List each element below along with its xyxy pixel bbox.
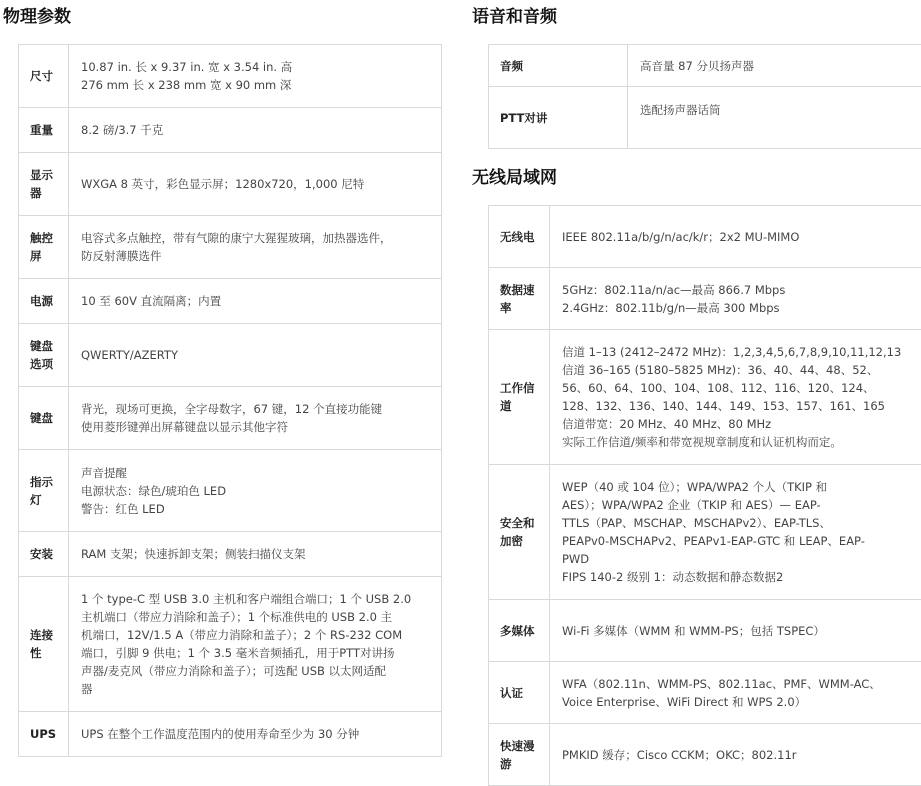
wlan-spec-value-line: WFA（802.11n、WMM-PS、802.11ac、PMF、WMM-AC、 [562,675,920,693]
physical-spec-value [69,45,442,108]
wlan-spec-row [489,724,921,786]
physical-spec-value [69,153,442,216]
wlan-spec-value [550,600,921,662]
physical-spec-value [69,387,442,450]
wlan-spec-label: 安全和加密 [489,465,550,600]
audio-spec-table [488,44,921,149]
wlan-spec-row [489,662,921,724]
physical-spec-value-line: 10 至 60V 直流隔离；内置 [81,292,433,310]
audio-spec-value [628,45,921,87]
physical-spec-value-line: RAM 支架；快速拆卸支架；侧装扫描仪支架 [81,545,433,563]
wlan-spec-label: 多媒体 [489,600,550,662]
physical-spec-row [19,712,442,757]
physical-spec-value-line: 背光，现场可更换，全字母数字，67 键，12 个直接功能键 [81,400,433,418]
wlan-spec-value-line: PEAPv0-MSCHAPv2、PEAPv1-EAP-GTC 和 LEAP、EAP- [562,532,920,550]
physical-spec-value-line: 声器/麦克风（带应力消除和盖子）；可选配 USB 以太网适配 [81,662,433,680]
wlan-spec-value [550,724,921,786]
physical-spec-row [19,324,442,387]
wlan-spec-row [489,465,921,600]
physical-spec-row [19,450,442,532]
wlan-spec-row [489,600,921,662]
physical-spec-value-line: 警告：红色 LED [81,500,433,518]
physical-spec-label: 触控屏 [19,216,69,279]
wlan-spec-row [489,206,921,268]
physical-spec-row [19,577,442,712]
wlan-spec-value-line: AES）；WPA/WPA2 企业（TKIP 和 AES）— EAP- [562,496,920,514]
physical-spec-row [19,45,442,108]
wlan-spec-value-line: PMKID 缓存；Cisco CCKM；OKC；802.11r [562,746,920,764]
wlan-spec-label: 工作信道 [489,330,550,465]
physical-spec-label: 重量 [19,108,69,153]
wlan-spec-value [550,268,921,330]
physical-spec-row [19,153,442,216]
physical-spec-value-line: 使用菱形键弹出屏幕键盘以显示其他字符 [81,418,433,436]
wlan-spec-value-line: TTLS（PAP、MSCHAP、MSCHAPv2）、EAP-TLS、 [562,514,920,532]
physical-spec-value-line: 端口，引脚 9 供电；1 个 3.5 毫米音频插孔，用于PTT对讲扬 [81,644,433,662]
audio-section-title: 语音和音频 [472,2,921,32]
physical-spec-value-line: 声音提醒 [81,464,433,482]
wlan-spec-value-line: FIPS 140-2 级别 1：动态数据和静态数据2 [562,568,920,586]
physical-spec-label: 安装 [19,532,69,577]
physical-spec-value-line: 10.87 in. 长 x 9.37 in. 宽 x 3.54 in. 高 [81,58,433,76]
wlan-spec-row [489,268,921,330]
wlan-spec-value-line: 信道带宽：20 MHz、40 MHz、80 MHz [562,415,920,433]
physical-spec-value [69,216,442,279]
physical-spec-label: 电源 [19,279,69,324]
audio-spec-label: 音频 [489,45,628,87]
physical-spec-row [19,387,442,450]
physical-spec-value-line: QWERTY/AZERTY [81,346,433,364]
physical-spec-label: 连接性 [19,577,69,712]
physical-spec-row [19,108,442,153]
physical-section [0,0,445,757]
physical-spec-value [69,577,442,712]
audio-spec-row [489,87,921,149]
wlan-spec-row [489,330,921,465]
physical-spec-value-line: 8.2 磅/3.7 千克 [81,121,433,139]
physical-spec-label: 键盘 [19,387,69,450]
wlan-spec-value [550,465,921,600]
physical-spec-value [69,108,442,153]
physical-spec-value-line: 主机端口（带应力消除和盖子）；1 个标准供电的 USB 2.0 主 [81,608,433,626]
wlan-spec-label: 快速漫游 [489,724,550,786]
wlan-spec-label: 数据速率 [489,268,550,330]
physical-spec-row [19,279,442,324]
wlan-spec-value-line: 信道 1–13 (2412–2472 MHz)：1,2,3,4,5,6,7,8,9,10,11,12,13 [562,343,920,361]
physical-section-title: 物理参数 [0,2,445,32]
audio-spec-row [489,45,921,87]
wlan-spec-value-line: 实际工作信道/频率和带宽视规章制度和认证机构而定。 [562,433,920,451]
physical-spec-row [19,216,442,279]
physical-spec-value-line: 276 mm 长 x 238 mm 宽 x 90 mm 深 [81,76,433,94]
wlan-spec-label: 无线电 [489,206,550,268]
physical-spec-value [69,324,442,387]
wlan-spec-label: 认证 [489,662,550,724]
physical-spec-label: UPS [19,712,69,757]
physical-spec-value [69,279,442,324]
physical-spec-label: 显示器 [19,153,69,216]
physical-spec-row [19,532,442,577]
audio-spec-value-line: 选配扬声器话筒 [640,101,919,119]
audio-spec-value-line: 高音量 87 分贝扬声器 [640,57,919,75]
wlan-spec-value-line: IEEE 802.11a/b/g/n/ac/k/r；2x2 MU-MIMO [562,228,920,246]
physical-spec-value-line: 器 [81,680,433,698]
physical-spec-label: 指示灯 [19,450,69,532]
physical-spec-value-line: 1 个 type-C 型 USB 3.0 主机和客户端组合端口；1 个 USB 2.0 [81,590,433,608]
physical-spec-value-line: UPS 在整个工作温度范围内的使用寿命至少为 30 分钟 [81,725,433,743]
physical-spec-value-line: 电源状态：绿色/琥珀色 LED [81,482,433,500]
wlan-spec-value [550,662,921,724]
wlan-spec-value [550,330,921,465]
wlan-spec-value-line: 5GHz：802.11a/n/ac—最高 866.7 Mbps [562,281,920,299]
audio-wlan-column [472,0,921,786]
wlan-spec-value-line: Voice Enterprise、WiFi Direct 和 WPS 2.0） [562,693,920,711]
physical-spec-value [69,532,442,577]
physical-spec-value-line: 防反射薄膜选件 [81,247,433,265]
physical-spec-label: 键盘选项 [19,324,69,387]
wlan-spec-value-line: 信道 36–165 (5180–5825 MHz)：36、40、44、48、52、 [562,361,920,379]
wlan-spec-value [550,206,921,268]
physical-spec-table [18,44,442,757]
wlan-spec-value-line: Wi-Fi 多媒体（WMM 和 WMM-PS；包括 TSPEC） [562,622,920,640]
physical-spec-value-line: 机端口，12V/1.5 A（带应力消除和盖子）；2 个 RS-232 COM [81,626,433,644]
wlan-spec-value-line: 2.4GHz：802.11b/g/n—最高 300 Mbps [562,299,920,317]
physical-spec-value [69,450,442,532]
wlan-spec-value-line: 56、60、64、100、104、108、112、116、120、124、 [562,379,920,397]
audio-spec-label: PTT对讲 [489,87,628,149]
audio-spec-value [628,87,921,149]
physical-spec-value [69,712,442,757]
wlan-spec-value-line: PWD [562,550,920,568]
wlan-spec-value-line: 128、132、136、140、144、149、153、157、161、165 [562,397,920,415]
wlan-spec-value-line: WEP（40 或 104 位）；WPA/WPA2 个人（TKIP 和 [562,478,920,496]
wlan-spec-table [488,205,921,786]
physical-spec-label: 尺寸 [19,45,69,108]
physical-spec-value-line: 电容式多点触控，带有气隙的康宁大猩猩玻璃，加热器选件， [81,229,433,247]
physical-spec-value-line: WXGA 8 英寸，彩色显示屏；1280x720，1,000 尼特 [81,175,433,193]
wlan-section-title: 无线局域网 [472,163,921,193]
